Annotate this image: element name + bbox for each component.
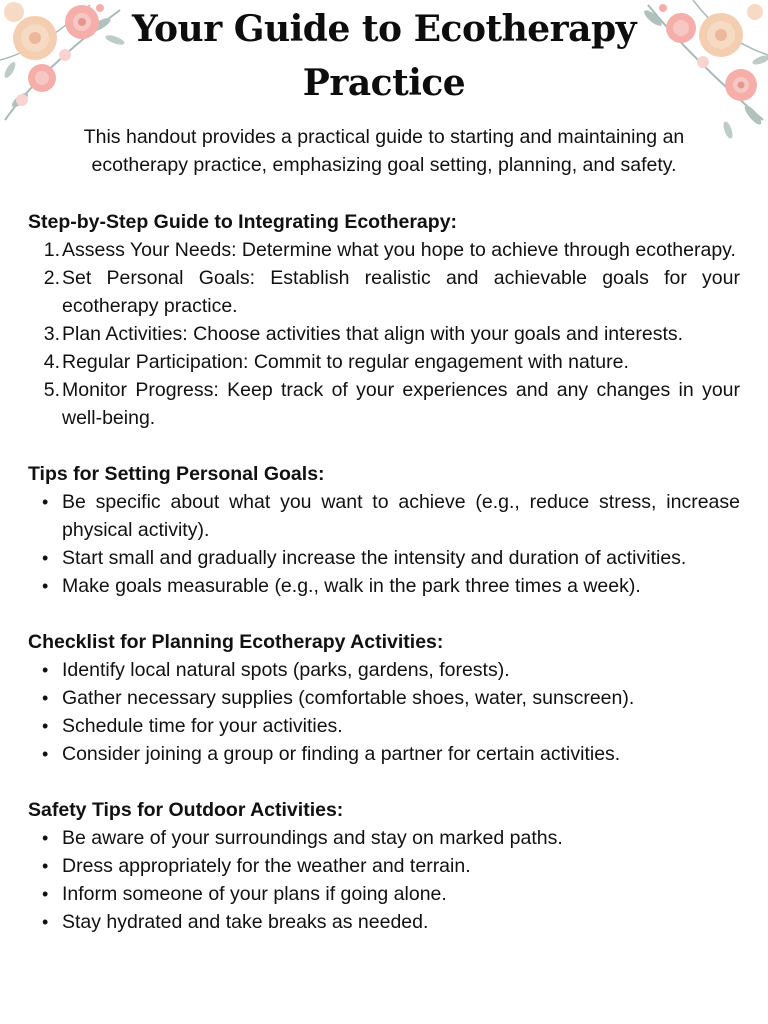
list-item-text: Be aware of your surroundings and stay on marked paths. — [62, 827, 563, 849]
section-planning-checklist — [28, 628, 740, 768]
section-personal-goals — [28, 460, 740, 600]
bullet-icon: • — [42, 716, 49, 736]
list-item-text: Stay hydrated and take breaks as needed. — [62, 911, 429, 933]
list-item — [28, 656, 740, 684]
list-item — [28, 376, 740, 432]
list-number: 5. — [43, 379, 60, 401]
list-item-text: Consider joining a group or finding a partner for certain activities. — [62, 743, 621, 765]
list-item-text: Assess Your Needs: Determine what you hope to achieve through ecotherapy. — [62, 239, 736, 261]
section-safety-tips — [28, 796, 740, 936]
list-number: 1. — [43, 239, 60, 261]
section-heading: Safety Tips for Outdoor Activities: — [28, 799, 344, 821]
list-item — [28, 320, 740, 348]
bullet-icon: • — [42, 828, 49, 848]
bullet-icon: • — [42, 884, 49, 904]
bullet-icon: • — [42, 660, 49, 680]
list-item — [28, 824, 740, 852]
list-item-text: Schedule time for your activities. — [62, 715, 343, 737]
list-item-text: Regular Participation: Commit to regular engagement with nature. — [62, 351, 629, 373]
list-item-text: Plan Activities: Choose activities that align with your goals and interests. — [62, 323, 684, 345]
list-item-text: Make goals measurable (e.g., walk in the park three times a week). — [62, 575, 641, 597]
list-item — [28, 348, 740, 376]
section-heading: Step-by-Step Guide to Integrating Ecotherapy: — [28, 211, 458, 233]
floral-corner-icon — [0, 0, 135, 135]
list-item — [28, 264, 740, 320]
bullet-icon: • — [42, 856, 49, 876]
list-item-text: Gather necessary supplies (comfortable shoes, water, sunscreen). — [62, 687, 635, 709]
bullet-icon: • — [42, 744, 49, 764]
list-item-text: Set Personal Goals: Establish realistic and achievable goals for your ecotherapy practice. — [62, 267, 740, 317]
section-heading: Checklist for Planning Ecotherapy Activities: — [28, 631, 444, 653]
list-item — [28, 908, 740, 936]
list-item-text: Inform someone of your plans if going alone. — [62, 883, 447, 905]
bullet-list — [28, 824, 740, 936]
list-item-text: Identify local natural spots (parks, gardens, forests). — [62, 659, 510, 681]
list-item — [28, 684, 740, 712]
list-number: 2. — [43, 267, 60, 289]
bullet-icon: • — [42, 688, 49, 708]
list-item-text: Be specific about what you want to achieve (e.g., reduce stress, increase physical activity). — [62, 491, 740, 541]
list-number: 4. — [43, 351, 60, 373]
list-item — [28, 544, 740, 572]
list-item — [28, 852, 740, 880]
bullet-icon: • — [42, 548, 49, 568]
bullet-icon: • — [42, 492, 49, 512]
list-item — [28, 572, 740, 600]
list-item — [28, 740, 740, 768]
bullet-icon: • — [42, 912, 49, 932]
list-item-text: Start small and gradually increase the intensity and duration of activities. — [62, 547, 687, 569]
list-item — [28, 488, 740, 544]
handout-body — [28, 208, 740, 964]
intro-paragraph: This handout provides a practical guide to starting and maintaining an ecotherapy practice, emphasizing goal setting, planning, and safety. — [83, 126, 685, 176]
numbered-list — [28, 236, 740, 432]
bullet-list — [28, 488, 740, 600]
bullet-icon: • — [42, 576, 49, 596]
floral-corner-icon — [633, 0, 768, 140]
list-item — [28, 880, 740, 908]
list-item-text: Dress appropriately for the weather and terrain. — [62, 855, 471, 877]
bullet-list — [28, 656, 740, 768]
section-step-by-step — [28, 208, 740, 432]
list-number: 3. — [43, 323, 60, 345]
section-heading: Tips for Setting Personal Goals: — [28, 463, 325, 485]
list-item — [28, 712, 740, 740]
list-item — [28, 236, 740, 264]
page-title: Your Guide to Ecotherapy Practice — [131, 8, 637, 104]
list-item-text: Monitor Progress: Keep track of your experiences and any changes in your well-being. — [62, 379, 740, 429]
